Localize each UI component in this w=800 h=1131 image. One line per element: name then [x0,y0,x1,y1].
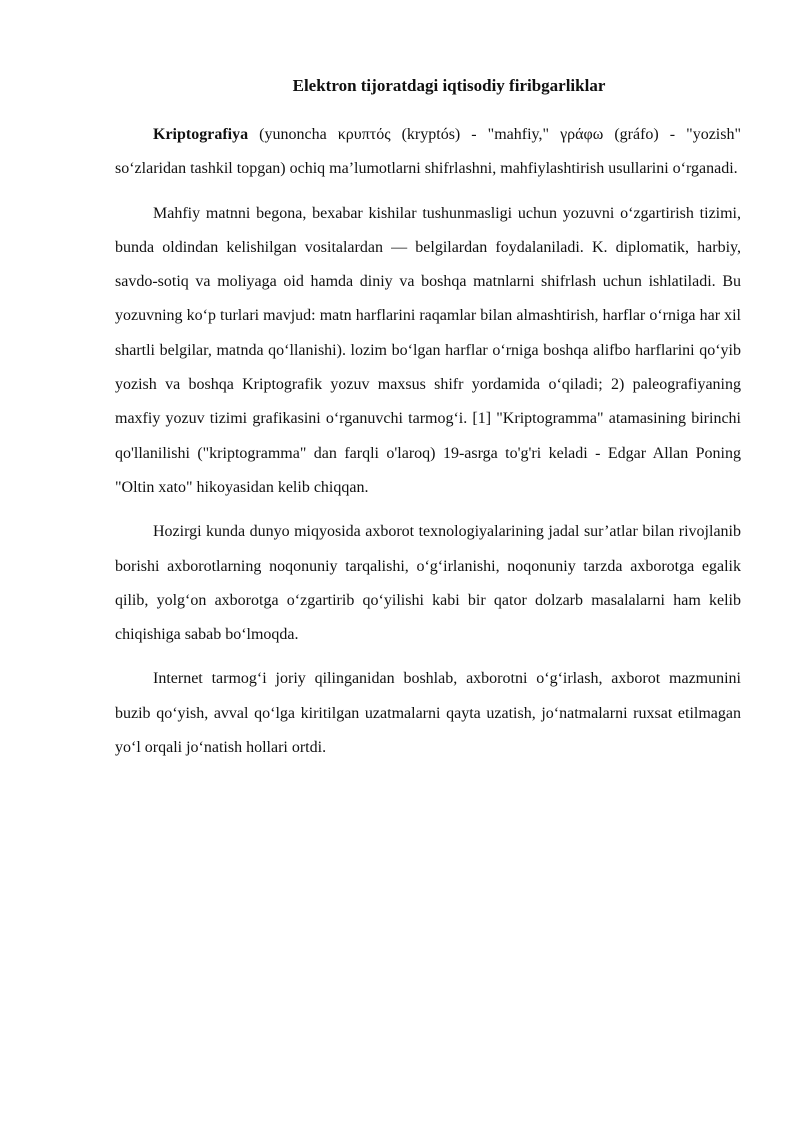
document-title: Elektron tijoratdagi iqtisodiy firibgarliklar [292,76,606,95]
term-kriptografiya: Kriptografiya [153,126,249,143]
document-page [115,72,741,775]
paragraph-mahfiy-matn: Mahfiy matnni begona, bexabar kishilar tushunmasligi uchun yozuvni o‘zgartirish tizimi, bunda oldindan kelishilgan vositalardan — belgilardan foydalaniladi. K. diplomatik, harbiy, savdo-sotiq va moliyaga oid hamda diniy va boshqa matnlarni shifrlash uchun ishlatiladi. Bu yozuvning ko‘p turlari mavjud: matn harflarini raqamlar bilan almashtirish, harflar o‘rniga har xil shartli belgilar, matnda qo‘llanishi). lozim bo‘lgan harflar o‘rniga boshqa alifbo harflarini qo‘yib yozish va boshqa Kriptografik yozuv maxsus shifr yordamida o‘qiladi; 2) paleografiyaning maxfiy yozuv tizimi grafikasini o‘rganuvchi tarmog‘i. [1] "Kriptogramma" atamasining birinchi qo'llanilishi ("kriptogramma" dan farqli o'laroq) 19-asrga to'g'ri keladi - Edgar Allan Poning "Oltin xato" hikoyasidan kelib chiqqan. [115,204,741,496]
paragraph-text: (yunoncha κρυπτός (kryptós) - "mahfiy," γράφω (gráfo) - "yozish" so‘zlaridan tashkil topgan) ochiq ma’lumotlarni shifrlashni, mahfiylashtirish usullarini o‘rganadi. [115,126,741,178]
paragraph-kriptografiya [115,118,741,187]
paragraph-internet-tarmogi: Internet tarmog‘i joriy qilinganidan boshlab, axborotni o‘g‘irlash, axborot mazmunini buzib qo‘yish, avval qo‘lga kiritilgan uzatmalarni qayta uzatish, jo‘natmalarni ruxsat etilmagan yo‘l orqali jo‘natish hollari ortdi. [115,670,741,757]
paragraph-hozirgi-kunda: Hozirgi kunda dunyo miqyosida axborot texnologiyalarining jadal sur’atlar bilan rivojlanib borishi axborotlarning noqonuniy tarqalishi, o‘g‘irlanishi, noqonuniy tarzda axborotga egalik qilib, yolg‘on axborotga o‘zgartirib qo‘yilishi kabi bir qator dolzarb masalalarni ham kelib chiqishiga sabab bo‘lmoqda. [115,523,741,644]
